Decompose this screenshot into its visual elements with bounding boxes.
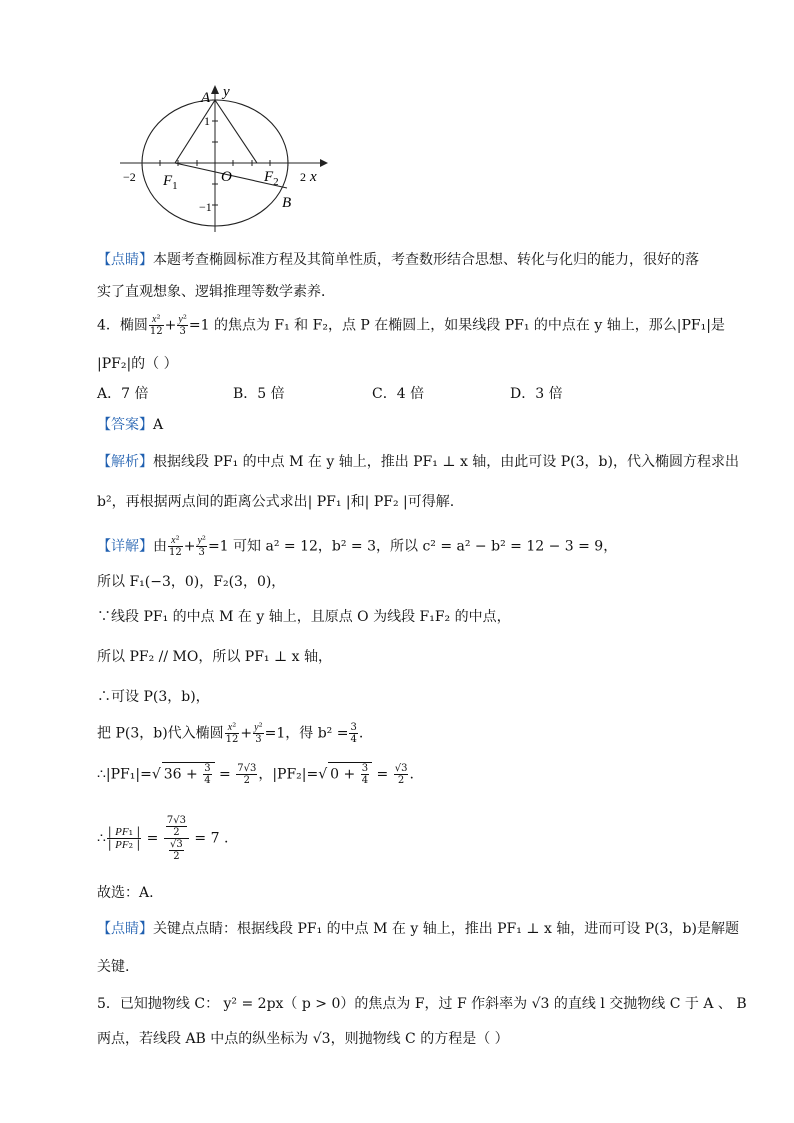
answer-line — [97, 416, 163, 434]
dianjing-2-line2: 关键. — [97, 959, 130, 975]
answer-value: A — [153, 417, 164, 433]
q4-option-b: B．5 倍 — [233, 386, 285, 402]
y-axis-arrow — [211, 85, 219, 94]
detail-line5: ∴可设 P(3，b)， — [97, 689, 210, 705]
frac-y2-3-b: $\frac{\text{y²}}{3}$ — [197, 535, 206, 558]
dianjing-2-text: 关键点点睛：根据线段 PF₁ 的中点 M 在 y 轴上，推出 PF₁ ⊥ x 轴，进而可设 P(3，b)是解题 — [153, 921, 739, 937]
detail-line4: 所以 PF₂ // MO，所以 PF₁ ⊥ x 轴， — [97, 649, 332, 665]
label-A: A — [201, 90, 211, 106]
q4-stem-text: =1 的焦点为 F₁ 和 F₂，点 P 在椭圆上，如果线段 PF₁ 的中点在 y 轴上，那么|PF₁|是 — [188, 317, 725, 334]
frac-y2-3-c: $\frac{\text{y²}}{3}$ — [254, 722, 263, 745]
tag-answer: 【答案】 — [97, 417, 153, 433]
label-x: x — [310, 169, 317, 185]
tick-label-neg1: −1 — [199, 200, 212, 214]
label-y: y — [223, 84, 230, 100]
line-A-F2 — [215, 100, 257, 163]
tag-dianjing: 【点睛】 — [97, 252, 153, 268]
analysis-text-1: 根据线段 PF₁ 的中点 M 在 y 轴上，推出 PF₁ ⊥ x 轴，由此可设 P(3，b)，代入椭圆方程求出 — [153, 454, 739, 470]
q4-option-a: A．7 倍 — [97, 386, 149, 402]
tick-label-2: 2 — [300, 170, 306, 184]
q4-stem-line2: |PF₂|的（ ） — [97, 356, 178, 372]
q4-stem-line1: 4．椭圆 $\frac{\text{x²}}{12}$ + $\frac{\text{y²}}{3}$ =1 的焦点为 F₁ 和 F₂，点 P 在椭圆上，如果线段 PF₁ 的中点在 y 轴上，那么|PF₁|是 — [97, 314, 725, 337]
tick-label-neg2: −2 — [123, 170, 136, 184]
q4-option-c: C．4 倍 — [372, 386, 425, 402]
tag-detail: 【详解】 — [97, 538, 153, 555]
x-axis-arrow — [320, 159, 328, 167]
detail-7-a: ∴|PF₁|= — [97, 766, 152, 783]
analysis-line1 — [97, 453, 739, 471]
detail-line1: 【详解】由 $\frac{\text{x²}}{12}$ + $\frac{\text{y²}}{3}$ =1 可知 a² = 12，b² = 3，所以 c² = a² − b² = 12 − 3 = 9， — [97, 535, 618, 558]
q4-number: 4．椭圆 — [97, 317, 148, 334]
line-F1-A — [175, 100, 215, 163]
detail-prefix: 由 — [153, 538, 167, 555]
conclusion: 故选：A. — [97, 885, 154, 901]
frac-y2-3: $\frac{\text{y²}}{3}$ — [178, 314, 187, 337]
q4-option-d: D．3 倍 — [510, 386, 563, 402]
label-F2: $F_2$ — [264, 169, 279, 188]
frac-3-4: $\frac{3}{4}$ — [350, 722, 357, 745]
q5-line2: 两点，若线段 AB 中点的纵坐标为 √3，则抛物线 C 的方程是（ ） — [97, 1031, 509, 1047]
detail-6-mid: =1，得 b² = — [264, 725, 349, 742]
frac-ratio: $\frac{\text{| PF₁ |}}{\text{| PF₂ |}}$ — [107, 825, 141, 851]
detail-line7: ∴|PF₁|=√ 36 + $\frac{3}{4}$ = $\frac{7√3}{2}$ ，|PF₂|=√ 0 + $\frac{3}{4}$ = $\frac{√3}{2}$ . — [97, 763, 414, 786]
detail-7-b: ，|PF₂|= — [258, 766, 319, 783]
tag-dianjing-2: 【点睛】 — [97, 921, 153, 937]
analysis-line2: b²，再根据两点间的距离公式求出| PF₁ |和| PF₂ |可得解. — [97, 494, 455, 510]
detail-line3: ∵线段 PF₁ 的中点 M 在 y 轴上，且原点 O 为线段 F₁F₂ 的中点， — [97, 609, 511, 625]
detail-line8: ∴ $\frac{\text{| PF₁ |}}{\text{| PF₂ |}}$ = $\frac{\frac{7√3}{2}}{\frac{√3}{2}}$ = 7 . — [97, 815, 229, 862]
detail-line2: 所以 F₁(−3，0)，F₂(3，0)， — [97, 574, 286, 590]
dianjing-1-line1 — [97, 251, 699, 269]
dianjing-1-line2: 实了直观想象、逻辑推理等数学素养． — [97, 284, 335, 300]
label-O: O — [221, 169, 232, 185]
label-F1: $F_1$ — [163, 173, 178, 192]
detail-line6: 把 P(3，b)代入椭圆 $\frac{\text{x²}}{12}$ + $\frac{\text{y²}}{3}$ =1，得 b² = $\frac{3}{4}$ . — [97, 722, 364, 745]
label-B: B — [282, 195, 292, 211]
frac-x2-12-b: $\frac{\text{x²}}{12}$ — [169, 535, 182, 558]
tick-label-1: 1 — [204, 114, 210, 128]
dianjing-1-text: 本题考查椭圆标准方程及其简单性质，考查数形结合思想、转化与化归的能力，很好的落 — [153, 252, 699, 268]
detail-8-text: = 7 . — [194, 830, 229, 847]
tag-analysis: 【解析】 — [97, 454, 153, 470]
detail-text-1: =1 可知 a² = 12，b² = 3，所以 c² = a² − b² = 12 − 3 = 9， — [207, 538, 618, 555]
detail-6-prefix: 把 P(3，b)代入椭圆 — [97, 725, 224, 742]
frac-x2-12: $\frac{\text{x²}}{12}$ — [149, 314, 163, 337]
q5-line1: 5．已知抛物线 C： y² = 2px（ p > 0）的焦点为 F，过 F 作斜率为 √3 的直线 l 交抛物线 C 于 A 、 B — [97, 996, 747, 1012]
frac-ratio-value: $\frac{\frac{7√3}{2}}{\frac{√3}{2}}$ — [164, 815, 189, 862]
ellipse-figure — [115, 80, 330, 235]
frac-x2-12-c: $\frac{\text{x²}}{12}$ — [225, 722, 239, 745]
dianjing-2-line1 — [97, 920, 739, 938]
